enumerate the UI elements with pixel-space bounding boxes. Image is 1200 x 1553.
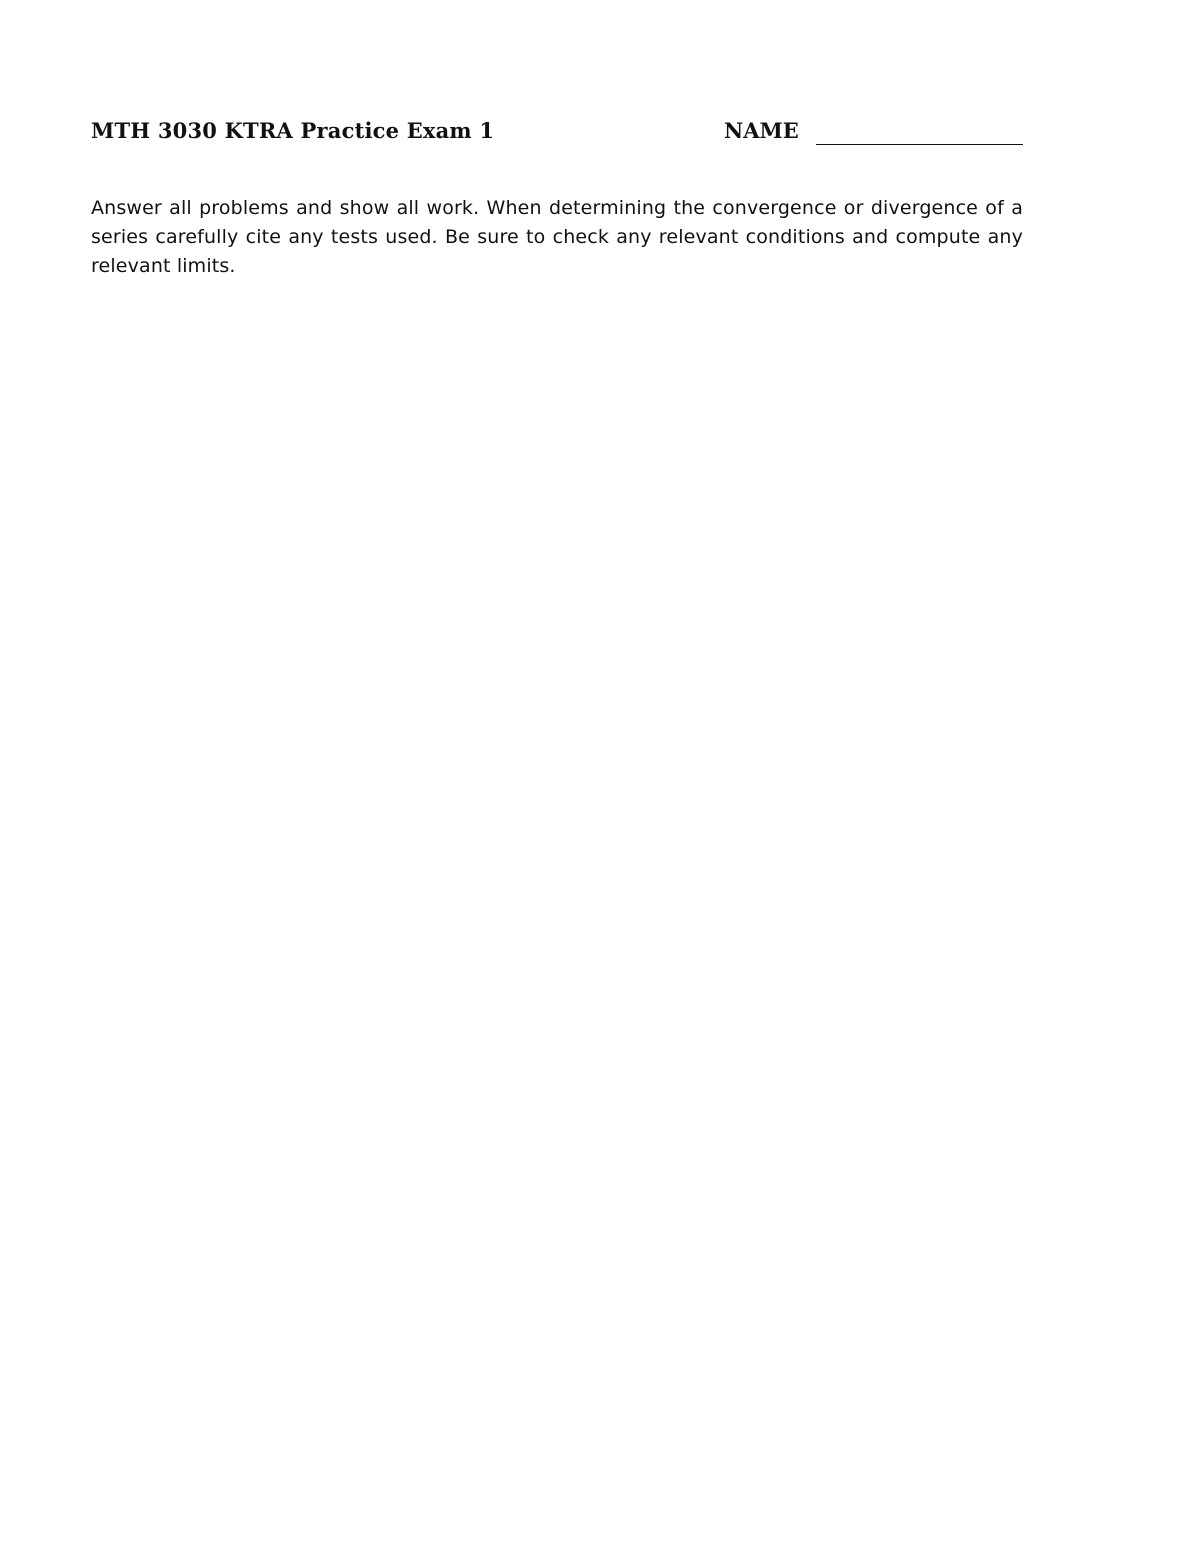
name-label: NAME — [724, 118, 799, 143]
name-blank-line — [816, 144, 1023, 145]
name-field — [724, 118, 1023, 143]
exam-instructions: Answer all problems and show all work. When determining the convergence or divergence of a series carefully cite any tests used. Be sure to check any relevant conditions and compute any relevant limits. — [91, 197, 1023, 277]
exam-title: MTH 3030 KTRA Practice Exam 1 — [91, 118, 495, 143]
exam-header — [91, 118, 1023, 152]
